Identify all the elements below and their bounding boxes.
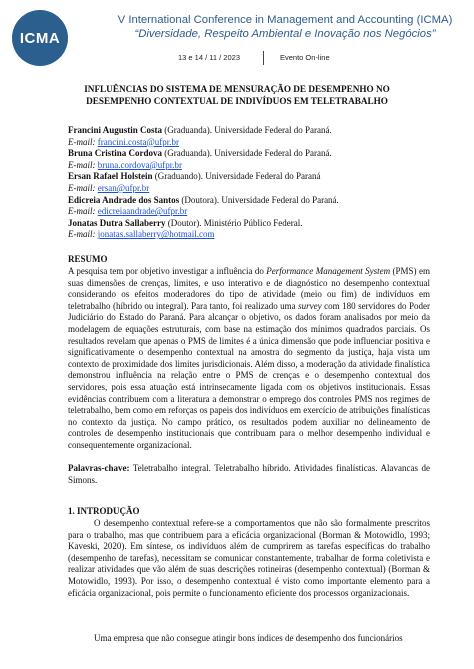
email-label: E-mail:: [68, 182, 96, 193]
author-name: Ersan Rafael Holstein: [68, 171, 153, 182]
author-affiliation: (Doutora). Universidade Federal do Paraná.: [179, 194, 339, 205]
author-email-line: [68, 229, 448, 241]
author-email-link[interactable]: edicreiaandrade@ufpr.br: [97, 206, 188, 217]
email-label: E-mail:: [68, 206, 96, 217]
author-affiliation: (Graduando). Universidade Federal do Paraná: [152, 171, 321, 182]
author-email-link[interactable]: francini.costa@ufpr.br: [97, 136, 180, 147]
divider: [263, 51, 264, 65]
author-affiliation: (Graduanda). Universidade Federal do Paraná.: [162, 125, 332, 135]
abstract-text: A pesquisa tem por objetivo investigar a influência do: [68, 266, 267, 276]
abstract-survey-term: survey: [298, 300, 322, 311]
logo-text: ICMA: [19, 29, 61, 47]
author-entry: [68, 195, 448, 207]
email-label: E-mail:: [68, 229, 96, 240]
icma-logo: [12, 10, 68, 66]
email-label: E-mail:: [68, 136, 96, 147]
author-email-link[interactable]: ersan@ufpr.br: [97, 182, 150, 193]
author-email-line: [68, 137, 448, 149]
author-affiliation: (Doutor). Ministério Público Federal.: [165, 217, 303, 228]
date-line: [150, 51, 420, 65]
intro-heading: 1. INTRODUÇÃO: [68, 506, 140, 516]
author-name: Francini Augustin Costa: [68, 125, 163, 135]
author-list: [68, 125, 448, 241]
abstract-text: com 180 servidores do Poder Judiciário do Estado do Paraná. Para alcançar o objetivo, os dados foram analisados por meio da modelagem de equações estruturais, com base na estimação dos mínimos quadrados parciais. Os resultados revelam que apenas o PMS de limites é a única dimensão que pode influenciar positiva e significativamente o desempenho contextual na amostra do segmento da justiça, haja vista um contexto de proximidade dos limites jurisdicionais. Além disso, a moderação da atividade finalística demonstrou influência na relação entre o PMS de crenças e o desempenho contextual dos servidores, pois essa atuação está intrinsecamente ligada com os objetivos institucionais. Essas evidências contribuem com a literatura a demonstrar o emprego dos controles PMS nos regimes de teletrabalho, bem como em reforças os papeis dos indivíduos em exercício de atribuições finalísticas no contexto da justiça. No campo prático, os resultados podem auxiliar no delineamento de controles de desempenho institucionais que contribuam para o melhor desempenho individual e consequentemente organizacional.: [68, 300, 430, 450]
conference-header: [100, 13, 470, 41]
title-line-1: INFLUÊNCIAS DO SISTEMA DE MENSURAÇÃO DE DESEMPENHO NO: [84, 84, 390, 94]
keywords-paragraph: [68, 463, 430, 486]
author-email-line: [68, 183, 448, 195]
abstract-pms-term: Performance Management System: [266, 266, 391, 276]
abstract-text: (PMS) em suas dimensões de crenças, limites, e uso interativo e de diagnóstico no desempenho contextual considerando os efeitos moderadores do tipo de atividade (meio ou fim) de indivíduos em teletrabalho (híbrido ou integral). Para tanto, foi realizado uma: [68, 266, 430, 311]
resumo-heading: RESUMO: [68, 254, 108, 264]
author-email-line: [68, 206, 448, 218]
author-email-link[interactable]: jonatas.sallaberry@hotmail.com: [97, 229, 215, 240]
author-entry: [68, 218, 448, 230]
event-type: Evento On-line: [280, 53, 330, 62]
paper-title: [40, 83, 434, 107]
intro-paragraph-2: Uma empresa que não consegue atingir bons índices de desempenho dos funcionários: [94, 633, 403, 643]
event-date: 13 e 14 / 11 / 2023: [178, 53, 240, 62]
author-entry: [68, 148, 448, 160]
keywords-text: Teletrabalho integral. Teletrabalho híbrido. Atividades finalísticas. Alavancas de Simons.: [68, 463, 430, 485]
author-entry: [68, 125, 448, 137]
author-name: Bruna Cristina Cordova: [68, 148, 163, 159]
author-email-line: [68, 160, 448, 172]
author-name: Jonatas Dutra Sallaberry: [68, 217, 166, 228]
intro-paragraph-1: O desempenho contextual refere-se a comportamentos que não são formalmente prescritos para o trabalho, mas que contribuem para a eficácia organizacional (Borman & Motowidlo, 1993; Kaveski, 2020). Em síntese, os indivíduos além de cumprirem as tarefas específicas do trabalho (desempenho de tarefas), necessitam se comunicar constantemente, trabalhar de forma coletivista e realizar atividades que vão além de suas descrições rotineiras (desempenho contextual) (Borman & Motowidlo, 1993). Por isso, o desempenho contextual é visto como importante elemento para a eficácia organizacional, pois permite o funcionamento eficiente dos processos organizacionais.: [68, 518, 430, 598]
conference-theme: “Diversidade, Respeito Ambiental e Inovação nos Negócios”: [134, 28, 436, 40]
email-label: E-mail:: [68, 159, 96, 170]
author-name: Edicreia Andrade dos Santos: [68, 194, 180, 205]
title-line-2: DESEMPENHO CONTEXTUAL DE INDIVÍDUOS EM TELETRABALHO: [86, 96, 388, 106]
keywords-label: Palavras-chave:: [68, 463, 130, 473]
author-entry: [68, 171, 448, 183]
abstract-paragraph: [68, 266, 430, 452]
author-email-link[interactable]: bruna.cordova@ufpr.br: [97, 159, 183, 170]
conference-name: V International Conference in Management and Accounting (ICMA): [117, 14, 453, 26]
author-affiliation: (Graduanda). Universidade Federal do Paraná.: [162, 148, 332, 159]
